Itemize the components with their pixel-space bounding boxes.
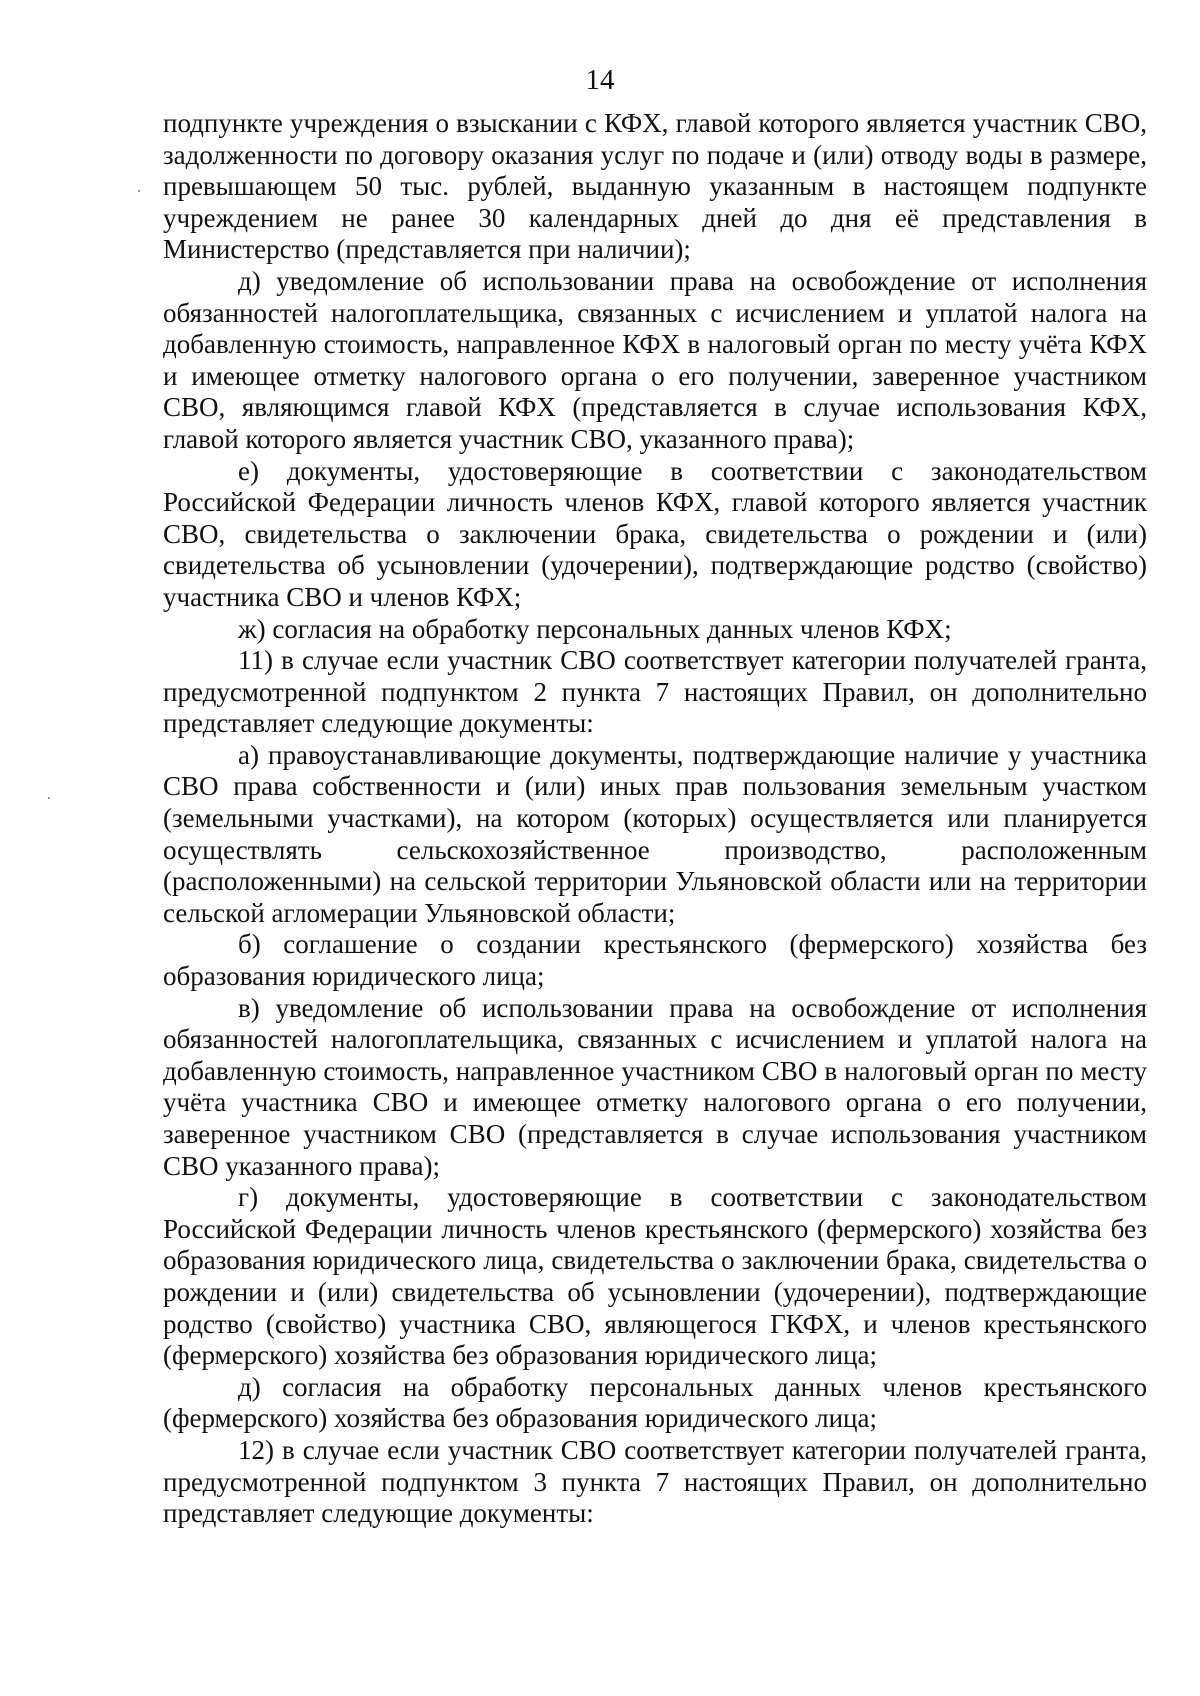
paragraph: ж) согласия на обработку персональных данных членов КФХ; xyxy=(238,613,952,644)
paragraph: е) документы, удостоверяющие в соответствии с законодательством Российской Федерации личность членов КФХ, главой которого является участник СВО, свидетельства о заключении брака, свидетельства о рождении и (или) свидетельства об усыновлении (удочерении), подтверждающие родство (свойство) участника СВО и членов КФХ; xyxy=(163,455,1147,612)
paragraph: б) соглашение о создании крестьянского (фермерского) хозяйства без образования юридического лица; xyxy=(163,929,1147,992)
paragraph: 12) в случае если участник СВО соответствует категории получателей гранта, предусмотренной подпунктом 3 пункта 7 настоящих Правил, он дополнительно представляет следующие документы: xyxy=(163,1434,1147,1529)
scan-speck xyxy=(138,190,140,192)
paragraph: 11) в случае если участник СВО соответствует категории получателей гранта, предусмотренной подпунктом 2 пункта 7 настоящих Правил, он дополнительно представляет следующие документы: xyxy=(163,645,1147,739)
paragraph: д) уведомление об использовании права на освобождение от исполнения обязанностей налогоплательщика, связанных с исчислением и уплатой налога на добавленную стоимость, направленное КФХ в налоговый орган по месту учёта КФХ и имеющее отметку налогового органа о его получении, заверенное участником СВО, являющимся главой КФХ (представляется в случае использования КФХ, главой которого является участник СВО, указанного права); xyxy=(163,265,1147,454)
paragraph: в) уведомление об использовании права на освобождение от исполнения обязанностей налогоплательщика, связанных с исчислением и уплатой налога на добавленную стоимость, направленное участником СВО в налоговый орган по месту учёта участника СВО и имеющее отметку налогового органа о его получении, заверенное участником СВО (представляется в случае использования участником СВО указанного права); xyxy=(163,992,1147,1181)
document-body xyxy=(163,108,1147,1530)
paragraph: д) согласия на обработку персональных данных членов крестьянского (фермерского) хозяйства без образования юридического лица; xyxy=(163,1371,1147,1434)
paragraph: а) правоустанавливающие документы, подтверждающие наличие у участника СВО права собственности и (или) иных прав пользования земельным участком (земельными участками), на котором (которых) осуществляется или планируется осуществлять сельскохозяйственное производство, расположенным (расположенными) на сельской территории Ульяновской области или на территории сельской агломерации Ульяновской области; xyxy=(163,739,1147,928)
paragraph: г) документы, удостоверяющие в соответствии с законодательством Российской Федерации личность членов крестьянского (фермерского) хозяйства без образования юридического лица, свидетельства о заключении брака, свидетельства о рождении и (или) свидетельства об усыновлении (удочерении), подтверждающие родство (свойство) участника СВО, являющегося ГКФХ, и членов крестьянского (фермерского) хозяйства без образования юридического лица; xyxy=(163,1182,1147,1371)
page-number: 14 xyxy=(585,64,615,96)
paragraph: подпункте учреждения о взыскании с КФХ, главой которого является участник СВО, задолженности по договору оказания услуг по подаче и (или) отводу воды в размере, превышающем 50 тыс. рублей, выданную указанным в настоящем подпункте учреждением не ранее 30 календарных дней до дня её представления в Министерство (представляется при наличии); xyxy=(163,108,1147,265)
scan-speck xyxy=(48,797,50,799)
